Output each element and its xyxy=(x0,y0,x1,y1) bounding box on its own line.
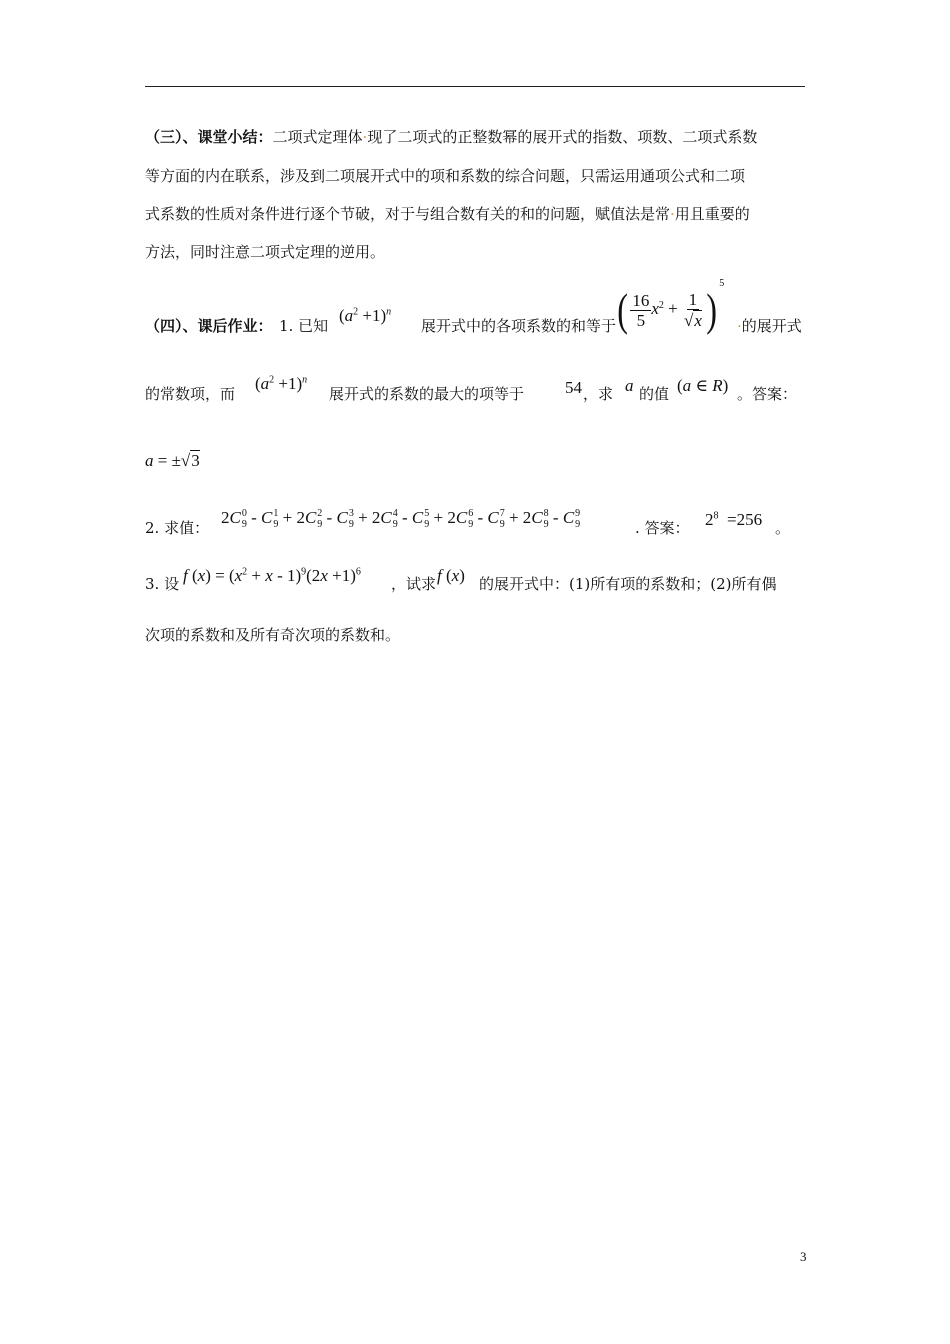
section3-line2: 等方面的内在联系，涉及到二项展开式中的项和系数的综合问题，只需运用通项公式和二项 xyxy=(145,167,746,185)
marker-dot: · xyxy=(362,128,368,146)
problem3-line2: 次项的系数和及所有奇次项的系数和。 xyxy=(145,626,401,644)
formula-2-pow-8: $2^8$ xyxy=(705,510,719,529)
formula-a2-plus-1-n: $(a^2 +1)^n$ xyxy=(339,306,392,325)
section4-heading: （四）、课后作业： xyxy=(145,317,273,335)
formula-16-5-x2-plus-1-sqrtx-pow5: ( $\frac{16}{5}$ $x^2$ + $\frac{1}{√x}$ )$^5$ xyxy=(617,278,725,335)
header-rule xyxy=(145,86,805,87)
formula-a-in-R: (a ∈ R) xyxy=(677,376,729,395)
formula-a2-plus-1-n-2: $(a^2 +1)^n$ xyxy=(255,374,308,393)
formula-binomial-alternating-sum: 2C 0 9 - C 1 9 + 2C 2 9 - C 3 9 + 2C 4 9 - C 5 9 + 2C 6 9 - C 7 9 + 2C 8 9 - C 9 9 xyxy=(221,508,581,531)
answer-a-pm-sqrt3: a = ±√3 xyxy=(145,451,200,470)
formula-f-of-x-definition: f $(x) = (x^2 + x - 1)^9(2x +1)^6$ xyxy=(183,566,361,585)
page-number: 3 xyxy=(800,1249,807,1264)
marker-dot: · xyxy=(670,205,675,223)
section3-heading: （三）、课堂小结： xyxy=(145,128,273,146)
variable-a: a xyxy=(625,376,634,395)
section3-line4: 方法，同时注意二项式定理的逆用。 xyxy=(145,243,386,261)
section3-line1: （三）、课堂小结：二项式定理体·现了二项式的正整数幂的展开式的指数、项数、二项式系数 xyxy=(145,128,758,146)
section3-line3: 式系数的性质对条件进行逐个节破，对于与组合数有关的和的问题，赋值法是常·用且重要的 xyxy=(145,205,750,223)
formula-f-of-x: f (x) xyxy=(437,566,465,585)
